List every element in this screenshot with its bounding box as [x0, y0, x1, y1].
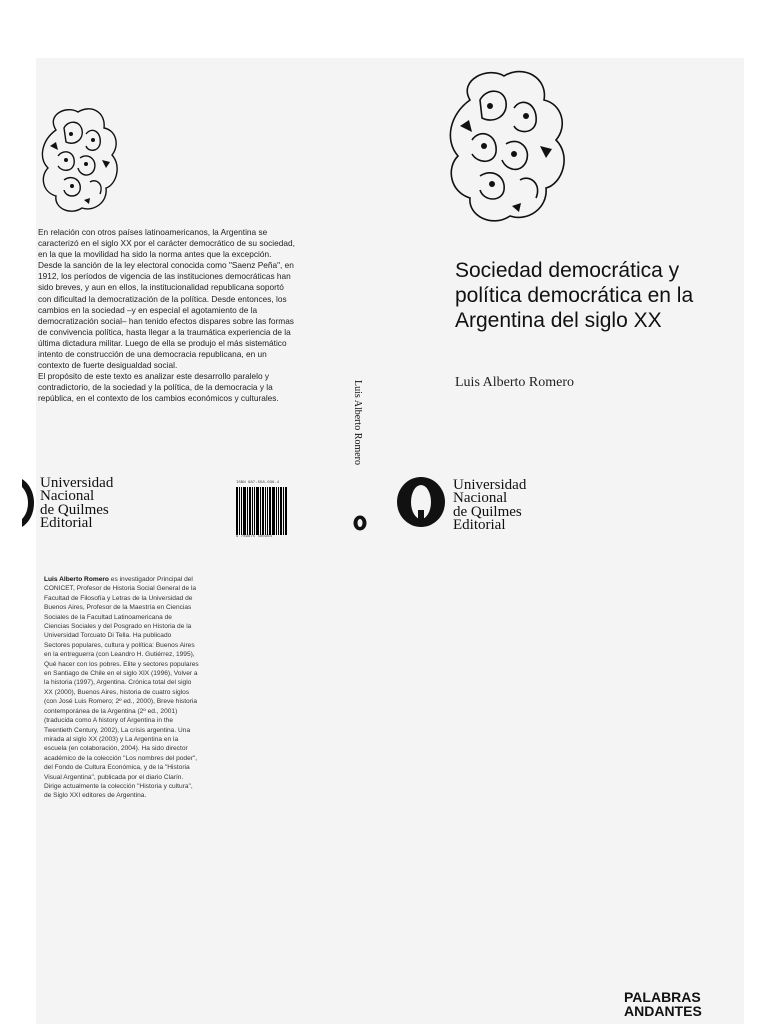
publisher-logo — [22, 477, 182, 537]
publisher-line: Editorial — [453, 517, 506, 534]
series-line: PALABRAS — [624, 989, 701, 1005]
unq-arc-icon — [22, 479, 36, 527]
isbn-label: ISBN 987-558-036-4 — [236, 481, 280, 485]
blurb-paragraph: En relación con otros países latinoamericanos, la Argentina se caracterizó en el siglo XX por el carácter democrático de su sociedad, en la que la movilidad ha sido la norma antes que la excepción. Desde la sanción de la ley electoral conocida como "Saenz Peña", en 1912, los períodos de vigencia de las instituciones democráticas han sido breves, y aun en ellos, la institucionalidad republicana soportó con dificultad la democratización de la política. Desde entonces, los cambios en la sociedad –y en especial el agotamiento de la democratización social– han tenido efectos dispares sobre las formas de convivencia política, hasta llegar a la traumática experiencia de la última dictadura militar. Luego de ella se produjo el más sistemático intento de construcción de una democracia republicana, en un contexto de fuerte desigualdad social. — [38, 227, 295, 371]
unq-logo-icon — [396, 477, 446, 527]
publisher-line: de Quilmes — [40, 501, 109, 518]
barcode-bars — [236, 487, 292, 535]
author-bio — [44, 575, 199, 801]
spine-author: Luis Alberto Romero — [352, 380, 363, 465]
publisher-line: Universidad — [453, 477, 527, 493]
bio-text: es investigador Principal del CONICET, Profesor de Historia Social General de la Facultad de Filosofía y Letras de la Universidad de Buenos Aires, Profesor de la Maestría en Ciencias Sociales de la Facultad Latinoamericana de Ciencias Sociales y del Posgrado en Historia de la Universidad Torcuato Di Tella. Ha publicado Sectores populares, cultura y política: Buenos Aires en la entreguerra (con Leandro H. Gutiérrez, 1995), Qué hacer con los pobres. Elite y sectores populares en Santiago de Chile en el siglo XIX (1996), Volver a la historia (1997), Argentina. Crónica total del siglo XX (2000), Buenos Aires, historia de cuatro siglos (con José Luis Romero; 2º ed., 2000), Breve historia contemporánea de la Argentina (2º ed., 2001) (traducida como A history of Argentina in the Twentieth Century, 2002), La crisis argentina. Una mirada al siglo XX (2003) y La Argentina en la escuela (en colaboración, 2004). Ha sido director académico de la colección "Los nombres del poder", del Fondo de Cultura Económica, y de la "Historia Visual Argentina", publicada por el diario Clarín. Dirige actualmente la colección "Historia y cultura", de Siglo XXI editores de Argentina. — [44, 576, 199, 800]
publisher-line: de Quilmes — [453, 503, 522, 520]
back-cover-blurb — [38, 227, 296, 405]
publisher-line: Editorial — [40, 515, 93, 532]
crowd-sketch-illustration — [36, 100, 126, 218]
book-title: Sociedad democrática y política democrática en la Argentina del siglo XX — [455, 259, 694, 332]
unq-logo-icon — [353, 515, 367, 531]
publisher-line: Universidad — [40, 475, 114, 491]
bio-author-name: Luis Alberto Romero — [44, 576, 109, 583]
series-logo — [624, 990, 702, 1018]
series-line: ANDANTES — [624, 1003, 702, 1019]
book-cover-sheet — [36, 58, 744, 1024]
publisher-line: Nacional — [453, 490, 508, 507]
crowd-sketch-illustration — [440, 60, 580, 230]
blurb-paragraph: El propósito de este texto es analizar este desarrollo paralelo y contradictorio, de la sociedad y la política, de la democracia y la república, en el contexto de los cambios económicos y culturales. — [38, 371, 279, 404]
isbn-barcode — [236, 481, 292, 541]
publisher-logo — [396, 477, 556, 537]
book-author: Luis Alberto Romero — [455, 375, 574, 390]
publisher-line: Nacional — [40, 488, 95, 505]
isbn-number: 9 789875 580364 — [236, 535, 273, 539]
